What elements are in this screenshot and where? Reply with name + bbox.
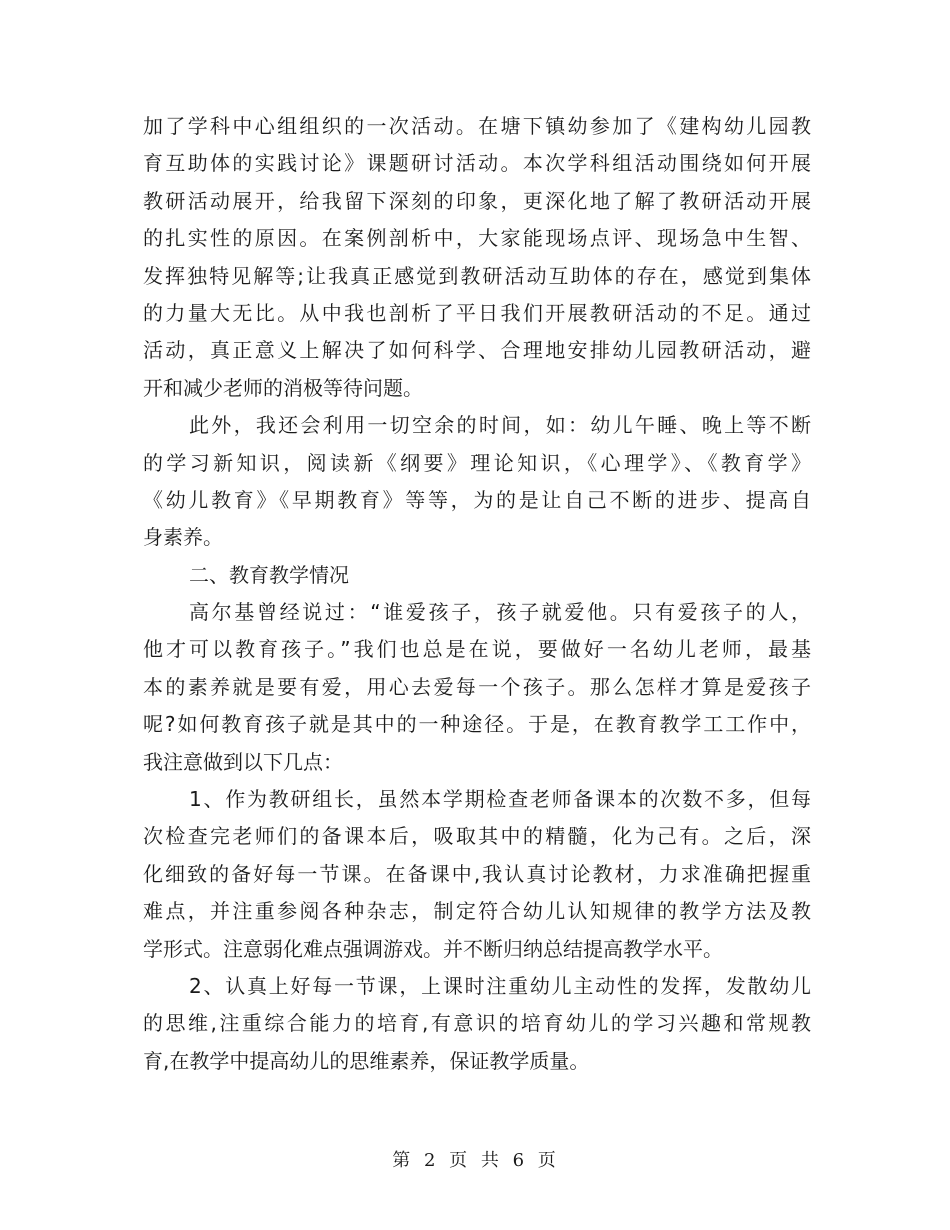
text-line: 学形式。注意弱化难点强调游戏。并不断归纳总结提高教学水平。 [143,936,723,961]
text-line: 的学习新知识，阅读新《纲要》理论知识，《心理学》、《教育学》 [143,450,811,475]
text-line: 的扎实性的原因。在案例剖析中，大家能现场点评、现场急中生智、 [143,226,811,251]
text-line: 呢?如何教育孩子就是其中的一种途径。于是，在教育教学工工作中， [143,712,811,737]
text-line: 难点，并注重参阅各种杂志，制定符合幼儿认知规律的教学方法及教 [143,899,811,924]
text-line: 开和减少老师的消极等待问题。 [143,375,423,400]
paragraph-start-line: 此外，我还会利用一切空余的时间，如：幼儿午睡、晚上等不断 [189,413,811,438]
text-line: 发挥独特见解等;让我真正感觉到教研活动互助体的存在，感觉到集体 [143,263,811,288]
text-line: 教研活动展开，给我留下深刻的印象，更深化地了解了教研活动开展 [143,188,811,213]
text-line: 身素养。 [143,525,223,550]
text-line: 《幼儿教育》《早期教育》等等，为的是让自己不断的进步、提高自 [143,487,811,512]
text-line: 我注意做到以下几点： [143,749,343,774]
text-line: 加了学科中心组组织的一次活动。在塘下镇幼参加了《建构幼儿园教 [143,114,811,138]
text-line: 育,在教学中提高幼儿的思维素养，保证教学质量。 [143,1048,590,1073]
section-heading: 二、教育教学情况 [189,562,349,587]
text-line: 次检查完老师们的备课本后，吸取其中的精髓，化为己有。之后，深 [143,824,811,849]
text-line: 本的素养就是要有爱，用心去爱每一个孩子。那么怎样才算是爱孩子 [143,674,811,699]
document-body [143,108,811,1080]
text-line: 活动，真正意义上解决了如何科学、合理地安排幼儿园教研活动，避 [143,338,811,363]
text-line: 化细致的备好每一节课。在备课中,我认真讨论教材，力求准确把握重 [143,861,811,886]
text-line: 的力量大无比。从中我也剖析了平日我们开展教研活动的不足。通过 [143,300,811,325]
list-item-line: 2、认真上好每一节课，上课时注重幼儿主动性的发挥，发散幼儿 [189,973,811,998]
text-line: 育互助体的实践讨论》课题研讨活动。本次学科组活动围绕如何开展 [143,151,811,176]
text-line: 他才可以教育孩子。”我们也总是在说，要做好一名幼儿老师，最基 [143,637,811,662]
list-item-line: 1、作为教研组长，虽然本学期检查老师备课本的次数不多，但每 [189,787,811,812]
page-number-footer: 第 2 页 共 6 页 [392,1150,558,1171]
paragraph-start-line: 高尔基曾经说过：“谁爱孩子，孩子就爱他。只有爱孩子的人， [189,600,811,625]
text-line: 的思维,注重综合能力的培育,有意识的培育幼儿的学习兴趣和常规教 [143,1011,811,1036]
